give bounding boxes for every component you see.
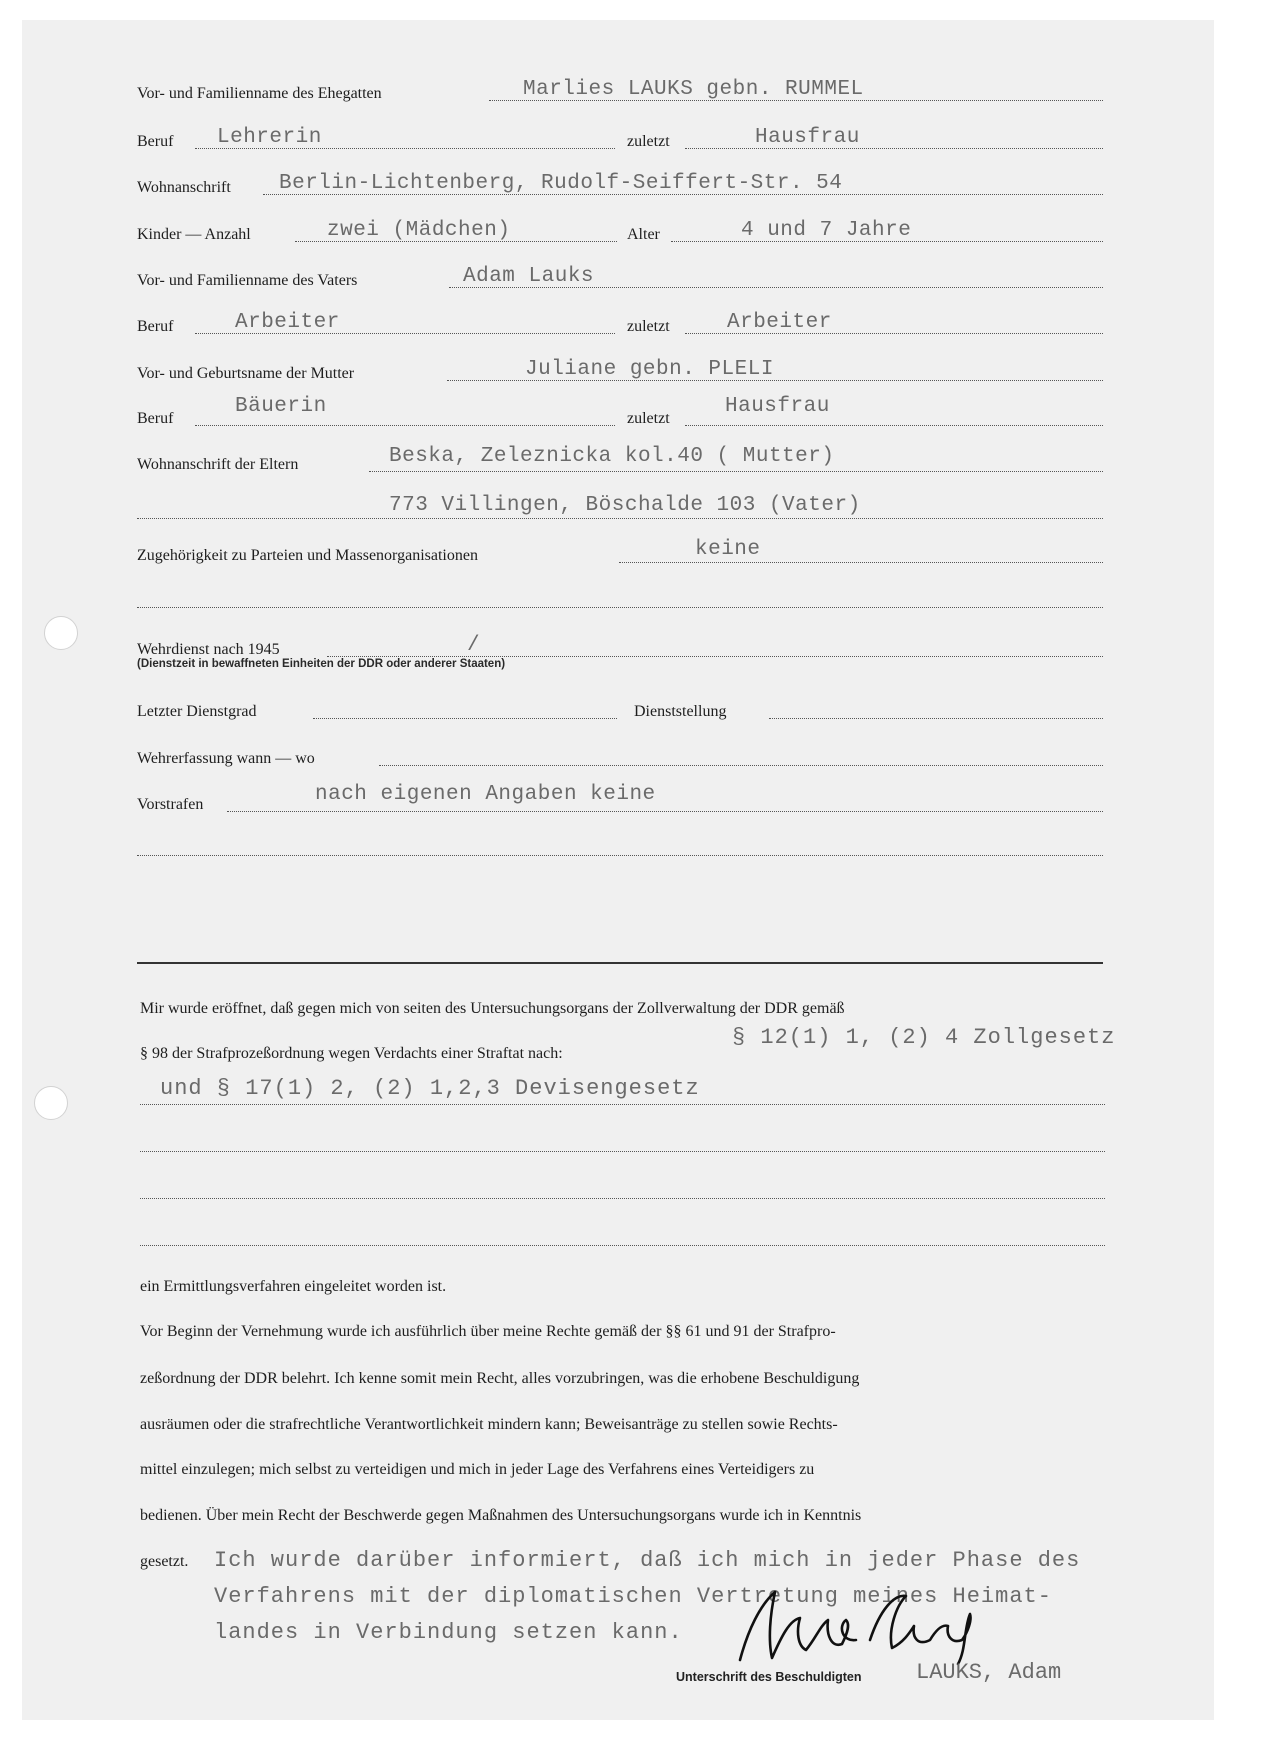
label-age: Alter [627,226,660,243]
value: Berlin-Lichtenberg, Rudolf-Seiffert-Str. 54 [279,172,843,195]
punch-hole-top [44,616,78,650]
label: Wehrdienst nach 1945 [137,641,280,658]
field-parents-address-2 [137,495,1103,523]
value-last: Arbeiter [727,311,832,334]
value: Juliane gebn. PLELI [525,358,774,381]
label: Wehrerfassung wann — wo [137,750,315,767]
label: Beruf [137,318,174,335]
blank-line [140,1175,1105,1203]
signature-typed-name: LAUKS, Adam [916,1660,1062,1685]
value: 773 Villingen, Böschalde 103 (Vater) [389,494,861,517]
handwritten-signature [720,1580,990,1670]
label: Vorstrafen [137,796,204,813]
statement-typed-2: und § 17(1) 2, (2) 1,2,3 Devisengesetz [160,1076,700,1101]
field-children [137,218,1103,246]
value: Bäuerin [235,395,327,418]
field-father-name [137,264,1103,292]
label: Kinder — Anzahl [137,226,251,243]
field-mother-name [137,357,1103,385]
value-age: 4 und 7 Jahre [741,219,912,242]
statement-line-3 [140,1076,1105,1109]
value-last: Hausfrau [755,126,860,149]
value: Lehrerin [217,126,322,149]
field-parties [137,539,1103,567]
label: Wohnanschrift der Eltern [137,456,299,473]
field-parents-address [137,445,1103,476]
rights-last-word: gesetzt. [140,1553,189,1570]
field-spouse-name [137,77,1103,105]
field-father-job [137,310,1103,338]
label: Letzter Dienstgrad [137,703,257,720]
statement-line-1: Mir wurde eröffnet, daß gegen mich von seiten des Untersuchungsorgans der Zollverwaltung der DDR gemäß [140,1000,845,1017]
signature-caption: Unterschrift des Beschuldigten [676,1670,862,1684]
rights-line-4: mittel einzulegen; mich selbst zu verteidigen und mich in jeder Lage des Verfahrens eines Verteidigers zu [140,1461,815,1478]
label: Wohnanschrift [137,179,231,196]
label: Zugehörigkeit zu Parteien und Massenorganisationen [137,547,478,564]
rights-line-3: ausräumen oder die strafrechtliche Verantwortlichkeit mindern kann; Beweisanträge zu stellen sowie Rechts- [140,1416,838,1433]
value: nach eigenen Angaben keine [315,783,656,806]
rights-line-1: Vor Beginn der Vernehmung wurde ich ausführlich über meine Rechte gemäß der §§ 61 und 91 der Strafpro- [140,1323,836,1340]
military-note: (Dienstzeit in bewaffneten Einheiten der DDR oder anderer Staaten) [137,658,506,670]
label-last: zuletzt [627,410,670,427]
field-registration [137,742,1103,770]
section-divider [137,962,1103,964]
rights-typed-3: landes in Verbindung setzen kann. [214,1620,683,1645]
value: Adam Lauks [463,265,595,288]
value: Marlies LAUKS gebn. RUMMEL [523,78,864,101]
statement-typed-1: § 12(1) 1, (2) 4 Zollgesetz [732,1025,1116,1050]
blank-line [137,832,1103,860]
label-position: Dienststellung [634,703,727,720]
statement-line-2: § 98 der Strafprozeßordnung wegen Verdachts einer Straftat nach: [140,1045,563,1062]
field-address [137,171,1103,199]
label: Beruf [137,133,174,150]
label-last: zuletzt [627,318,670,335]
value: / [467,634,481,657]
rights-typed-1: Ich wurde darüber informiert, daß ich mich in jeder Phase des [214,1548,1081,1573]
rights-typed-2: Verfahrens mit der diplomatischen Vertretung meines Heimat- [214,1584,1052,1609]
statement-closing: ein Ermittlungsverfahren eingeleitet worden ist. [140,1278,447,1295]
value-last: Hausfrau [725,395,830,418]
label: Vor- und Familienname des Vaters [137,272,358,289]
field-record [137,783,1103,816]
blank-line [137,584,1103,612]
field-spouse-job [137,125,1103,153]
rights-line-5: bedienen. Über mein Recht der Beschwerde gegen Maßnahmen des Untersuchungsorgans wurde ich in Kenntnis [140,1507,862,1524]
label: Vor- und Familienname des Ehegatten [137,85,382,102]
rights-line-2: zeßordnung der DDR belehrt. Ich kenne somit mein Recht, alles vorzubringen, was die erhobene Beschuldigung [140,1370,860,1387]
field-military [137,633,1103,661]
punch-hole-bottom [34,1086,68,1120]
label: Vor- und Geburtsname der Mutter [137,365,355,382]
blank-line [140,1222,1105,1250]
label: Beruf [137,410,174,427]
value: Beska, Zeleznicka kol.40 ( Mutter) [389,445,835,468]
value: zwei (Mädchen) [327,219,511,242]
field-mother-job [137,395,1103,430]
value: Arbeiter [235,311,340,334]
value: keine [695,538,761,561]
field-rank [137,695,1103,723]
label-last: zuletzt [627,133,670,150]
blank-line [140,1128,1105,1156]
